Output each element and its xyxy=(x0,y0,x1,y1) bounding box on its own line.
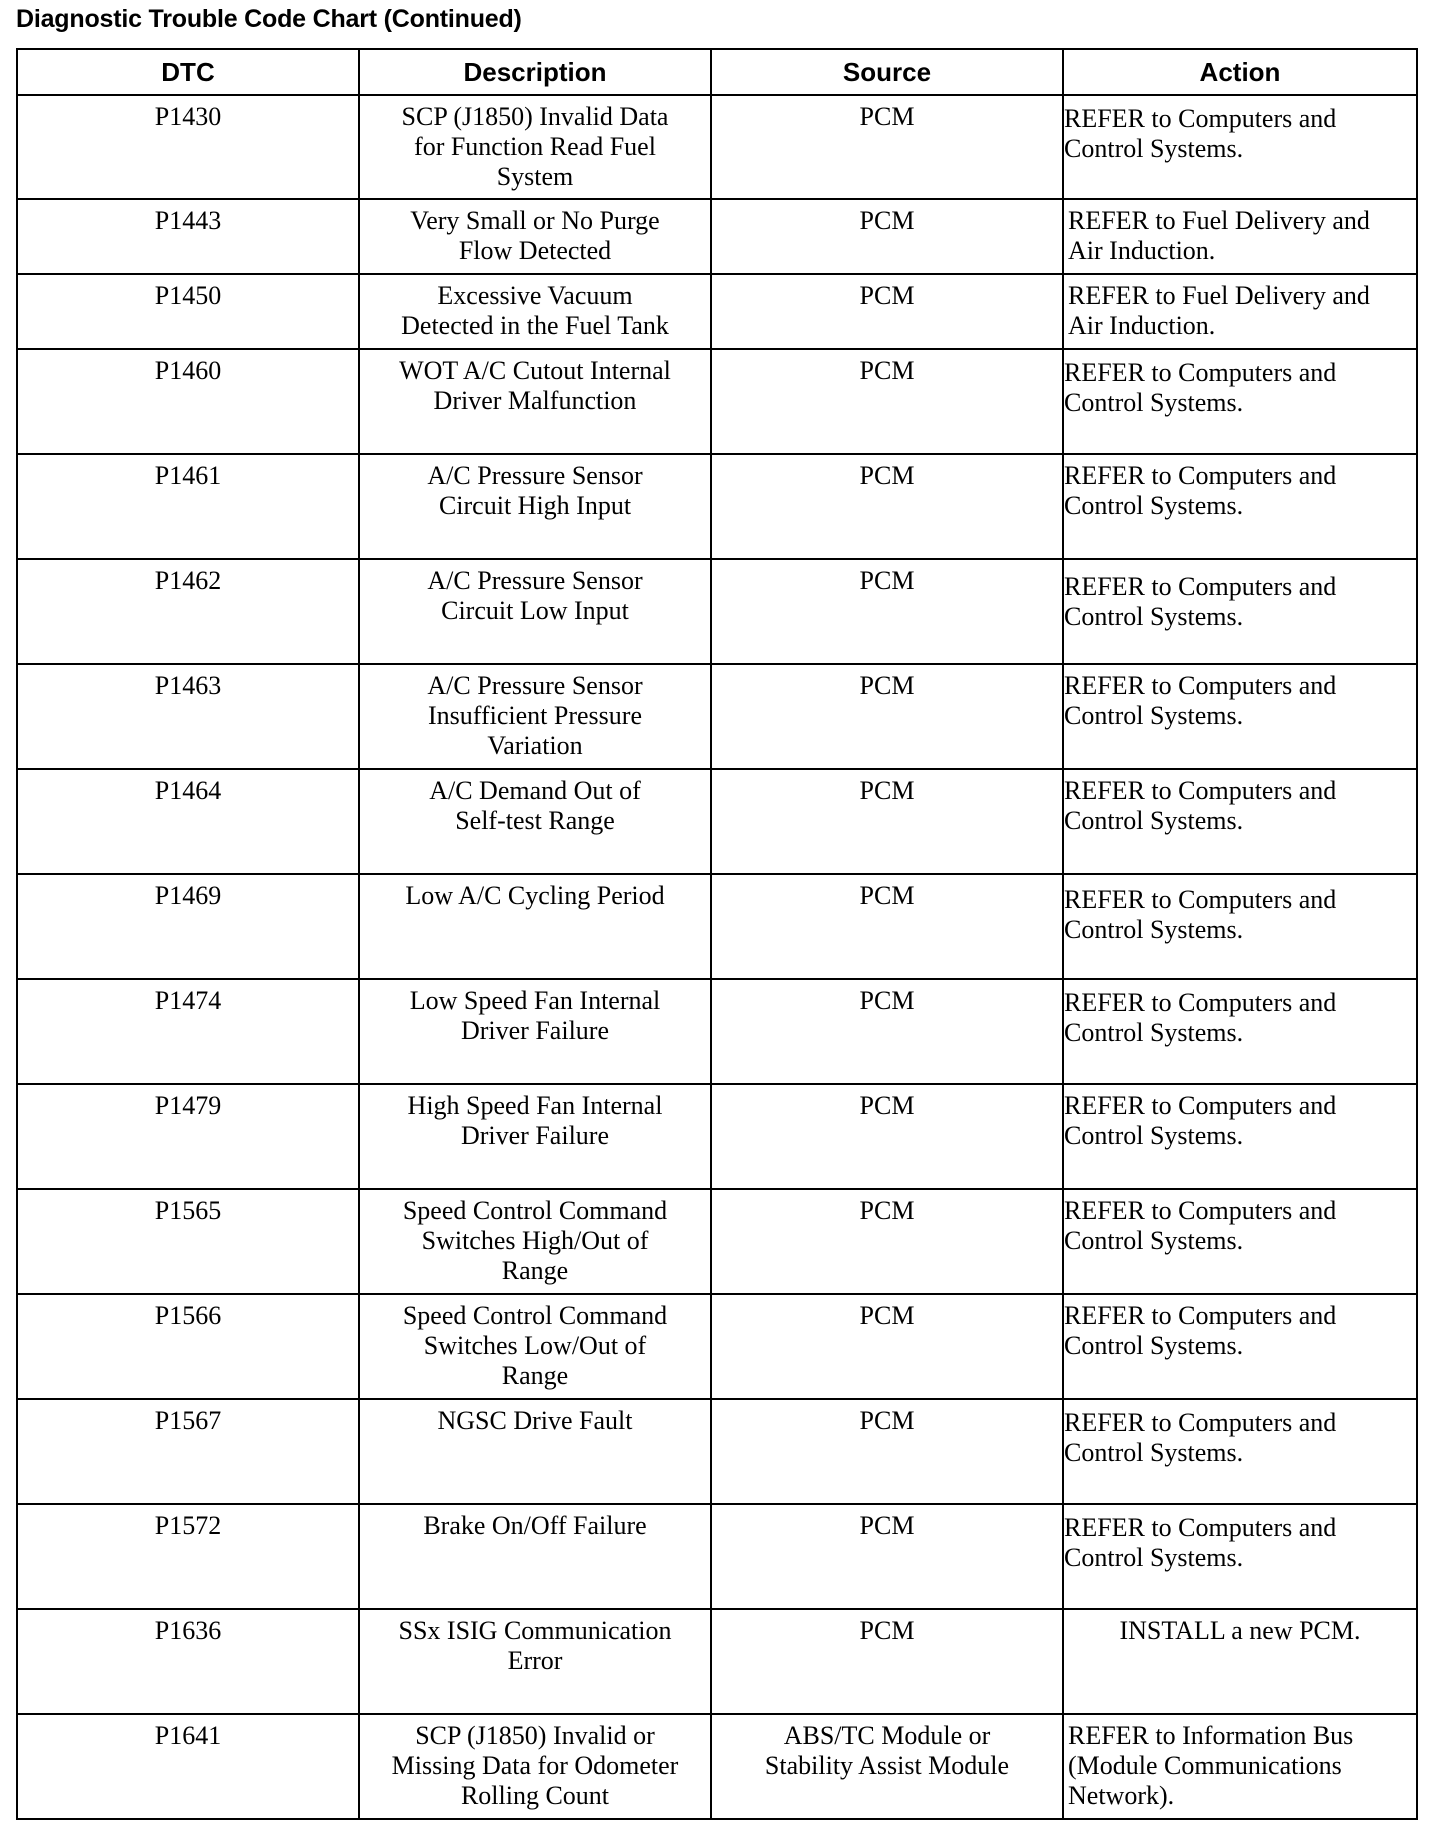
cell-description xyxy=(359,349,711,454)
cell-source xyxy=(711,1084,1063,1189)
table-row xyxy=(17,454,1417,559)
table-row xyxy=(17,1504,1417,1609)
cell-description xyxy=(359,274,711,349)
action-line: REFER to Computers and xyxy=(1064,572,1337,601)
description-line: Driver Failure xyxy=(460,1121,609,1150)
source-line: PCM xyxy=(859,776,915,805)
cell-description xyxy=(359,1189,711,1294)
cell-description xyxy=(359,1084,711,1189)
table-row xyxy=(17,349,1417,454)
cell-action xyxy=(1063,769,1417,874)
cell-action xyxy=(1063,1609,1417,1714)
table-row xyxy=(17,274,1417,349)
cell-action xyxy=(1063,1084,1417,1189)
cell-action xyxy=(1063,95,1417,199)
source-line: PCM xyxy=(859,986,915,1015)
cell-source xyxy=(711,874,1063,979)
table-row xyxy=(17,1084,1417,1189)
cell-dtc: P1450 xyxy=(17,274,359,349)
description-line: SSx ISIG Communication xyxy=(398,1616,672,1645)
cell-dtc: P1443 xyxy=(17,199,359,274)
action-line: Control Systems. xyxy=(1064,915,1244,944)
cell-action xyxy=(1063,664,1417,769)
cell-description xyxy=(359,95,711,199)
source-line: PCM xyxy=(859,1616,915,1645)
action-line: Air Induction. xyxy=(1068,311,1216,340)
cell-action xyxy=(1063,1294,1417,1399)
action-line: REFER to Computers and xyxy=(1064,104,1337,133)
description-line: Excessive Vacuum xyxy=(437,281,633,310)
description-line: Variation xyxy=(487,731,583,760)
source-line: PCM xyxy=(859,1301,915,1330)
cell-dtc: P1565 xyxy=(17,1189,359,1294)
description-line: SCP (J1850) Invalid Data xyxy=(401,102,669,131)
source-line: PCM xyxy=(859,1196,915,1225)
cell-action xyxy=(1063,979,1417,1084)
description-line: A/C Pressure Sensor xyxy=(427,461,643,490)
description-line: Very Small or No Purge xyxy=(410,206,660,235)
cell-source xyxy=(711,559,1063,664)
action-line: Control Systems. xyxy=(1064,1331,1244,1360)
action-line: Control Systems. xyxy=(1064,1438,1244,1467)
action-line: REFER to Computers and xyxy=(1064,461,1337,490)
cell-action xyxy=(1063,1714,1417,1819)
action-line: REFER to Information Bus xyxy=(1068,1721,1354,1750)
action-line: REFER to Computers and xyxy=(1064,358,1337,387)
description-line: A/C Pressure Sensor xyxy=(427,671,643,700)
page-title: Diagnostic Trouble Code Chart (Continued) xyxy=(16,5,522,33)
source-line: PCM xyxy=(859,281,915,310)
cell-action xyxy=(1063,559,1417,664)
action-line: REFER to Computers and xyxy=(1064,1513,1337,1542)
table-row xyxy=(17,874,1417,979)
action-line: REFER to Fuel Delivery and xyxy=(1068,281,1370,310)
action-line: Network). xyxy=(1068,1781,1175,1810)
header-action: Action xyxy=(1063,49,1417,95)
description-line: Circuit Low Input xyxy=(441,596,629,625)
cell-action xyxy=(1063,1189,1417,1294)
source-line: PCM xyxy=(859,206,915,235)
dtc-table xyxy=(16,48,1418,1820)
action-line: REFER to Computers and xyxy=(1064,1091,1337,1120)
cell-description xyxy=(359,1504,711,1609)
cell-source xyxy=(711,664,1063,769)
action-line: Control Systems. xyxy=(1064,1018,1244,1047)
cell-action xyxy=(1063,274,1417,349)
description-line: Error xyxy=(507,1646,563,1675)
cell-source xyxy=(711,454,1063,559)
action-line: REFER to Computers and xyxy=(1064,988,1337,1017)
cell-dtc: P1460 xyxy=(17,349,359,454)
cell-dtc: P1567 xyxy=(17,1399,359,1504)
description-line: Detected in the Fuel Tank xyxy=(401,311,669,340)
table-body xyxy=(17,95,1417,1819)
description-line: Circuit High Input xyxy=(438,491,632,520)
cell-source xyxy=(711,1609,1063,1714)
description-line: for Function Read Fuel xyxy=(414,132,656,161)
cell-dtc: P1474 xyxy=(17,979,359,1084)
table-row xyxy=(17,979,1417,1084)
cell-description xyxy=(359,559,711,664)
cell-action xyxy=(1063,454,1417,559)
description-line: Flow Detected xyxy=(458,236,612,265)
cell-description xyxy=(359,664,711,769)
description-line: Low Speed Fan Internal xyxy=(409,986,661,1015)
cell-dtc: P1479 xyxy=(17,1084,359,1189)
description-line: Self-test Range xyxy=(455,806,615,835)
action-line: Control Systems. xyxy=(1064,701,1244,730)
source-line: PCM xyxy=(859,1511,915,1540)
action-line: Control Systems. xyxy=(1064,602,1244,631)
cell-description xyxy=(359,1714,711,1819)
description-line: A/C Pressure Sensor xyxy=(427,566,643,595)
cell-dtc: P1430 xyxy=(17,95,359,199)
description-line: A/C Demand Out of xyxy=(429,776,641,805)
cell-description xyxy=(359,874,711,979)
action-line: REFER to Computers and xyxy=(1064,776,1337,805)
table-row xyxy=(17,199,1417,274)
table-row xyxy=(17,95,1417,199)
source-line: PCM xyxy=(859,102,915,131)
cell-action xyxy=(1063,199,1417,274)
table-row xyxy=(17,1189,1417,1294)
description-line: Brake On/Off Failure xyxy=(423,1511,647,1540)
action-line: Control Systems. xyxy=(1064,491,1244,520)
cell-dtc: P1641 xyxy=(17,1714,359,1819)
cell-action xyxy=(1063,1504,1417,1609)
header-dtc: DTC xyxy=(17,49,359,95)
table-header-row xyxy=(17,49,1417,95)
cell-source xyxy=(711,95,1063,199)
table-row xyxy=(17,1294,1417,1399)
source-line: PCM xyxy=(859,356,915,385)
action-line: Control Systems. xyxy=(1064,1226,1244,1255)
description-line: Low A/C Cycling Period xyxy=(405,881,665,910)
table-row xyxy=(17,769,1417,874)
table-row xyxy=(17,1609,1417,1714)
cell-description xyxy=(359,1294,711,1399)
table-row xyxy=(17,664,1417,769)
header-source: Source xyxy=(711,49,1063,95)
description-line: Rolling Count xyxy=(460,1781,610,1810)
table-row xyxy=(17,559,1417,664)
cell-action xyxy=(1063,874,1417,979)
action-line: Control Systems. xyxy=(1064,1543,1244,1572)
source-line: PCM xyxy=(859,461,915,490)
action-line: REFER to Computers and xyxy=(1064,1408,1337,1437)
cell-source xyxy=(711,349,1063,454)
cell-action xyxy=(1063,1399,1417,1504)
cell-description xyxy=(359,199,711,274)
description-line: Switches High/Out of xyxy=(421,1226,649,1255)
table-row xyxy=(17,1399,1417,1504)
source-line: Stability Assist Module xyxy=(764,1751,1010,1780)
action-line: REFER to Computers and xyxy=(1064,885,1337,914)
description-line: System xyxy=(496,162,574,191)
description-line: NGSC Drive Fault xyxy=(437,1406,633,1435)
cell-description xyxy=(359,769,711,874)
cell-dtc: P1572 xyxy=(17,1504,359,1609)
description-line: Driver Malfunction xyxy=(433,386,637,415)
source-line: PCM xyxy=(859,1406,915,1435)
description-line: Insufficient Pressure xyxy=(428,701,642,730)
description-line: Speed Control Command xyxy=(402,1301,668,1330)
description-line: Missing Data for Odometer xyxy=(391,1751,679,1780)
description-line: SCP (J1850) Invalid or xyxy=(415,1721,655,1750)
cell-source xyxy=(711,1504,1063,1609)
action-line: REFER to Computers and xyxy=(1064,1301,1337,1330)
action-line: Control Systems. xyxy=(1064,806,1244,835)
description-line: Speed Control Command xyxy=(402,1196,668,1225)
cell-dtc: P1463 xyxy=(17,664,359,769)
source-line: ABS/TC Module or xyxy=(783,1721,991,1750)
cell-description xyxy=(359,1609,711,1714)
description-line: High Speed Fan Internal xyxy=(407,1091,663,1120)
table-row xyxy=(17,1714,1417,1819)
cell-action xyxy=(1063,349,1417,454)
action-line: Control Systems. xyxy=(1064,134,1244,163)
action-line: Air Induction. xyxy=(1068,236,1216,265)
cell-source xyxy=(711,1189,1063,1294)
cell-dtc: P1464 xyxy=(17,769,359,874)
cell-source xyxy=(711,979,1063,1084)
cell-description xyxy=(359,979,711,1084)
description-line: Driver Failure xyxy=(460,1016,609,1045)
cell-source xyxy=(711,199,1063,274)
cell-source xyxy=(711,1399,1063,1504)
description-line: WOT A/C Cutout Internal xyxy=(399,356,671,385)
cell-source xyxy=(711,769,1063,874)
header-description: Description xyxy=(359,49,711,95)
cell-description xyxy=(359,1399,711,1504)
source-line: PCM xyxy=(859,1091,915,1120)
action-line: REFER to Computers and xyxy=(1064,1196,1337,1225)
description-line: Switches Low/Out of xyxy=(423,1331,647,1360)
description-line: Range xyxy=(501,1361,569,1390)
action-line: REFER to Fuel Delivery and xyxy=(1068,206,1370,235)
cell-source xyxy=(711,1294,1063,1399)
action-line: REFER to Computers and xyxy=(1064,671,1337,700)
source-line: PCM xyxy=(859,881,915,910)
action-line: Control Systems. xyxy=(1064,1121,1244,1150)
source-line: PCM xyxy=(859,566,915,595)
cell-dtc: P1462 xyxy=(17,559,359,664)
action-line: (Module Communications xyxy=(1068,1751,1342,1780)
description-line: Range xyxy=(501,1256,569,1285)
cell-dtc: P1566 xyxy=(17,1294,359,1399)
cell-dtc: P1461 xyxy=(17,454,359,559)
source-line: PCM xyxy=(859,671,915,700)
cell-source xyxy=(711,274,1063,349)
action-line: Control Systems. xyxy=(1064,388,1244,417)
action-line: INSTALL a new PCM. xyxy=(1119,1616,1361,1645)
cell-dtc: P1469 xyxy=(17,874,359,979)
cell-dtc: P1636 xyxy=(17,1609,359,1714)
cell-description xyxy=(359,454,711,559)
cell-source xyxy=(711,1714,1063,1819)
